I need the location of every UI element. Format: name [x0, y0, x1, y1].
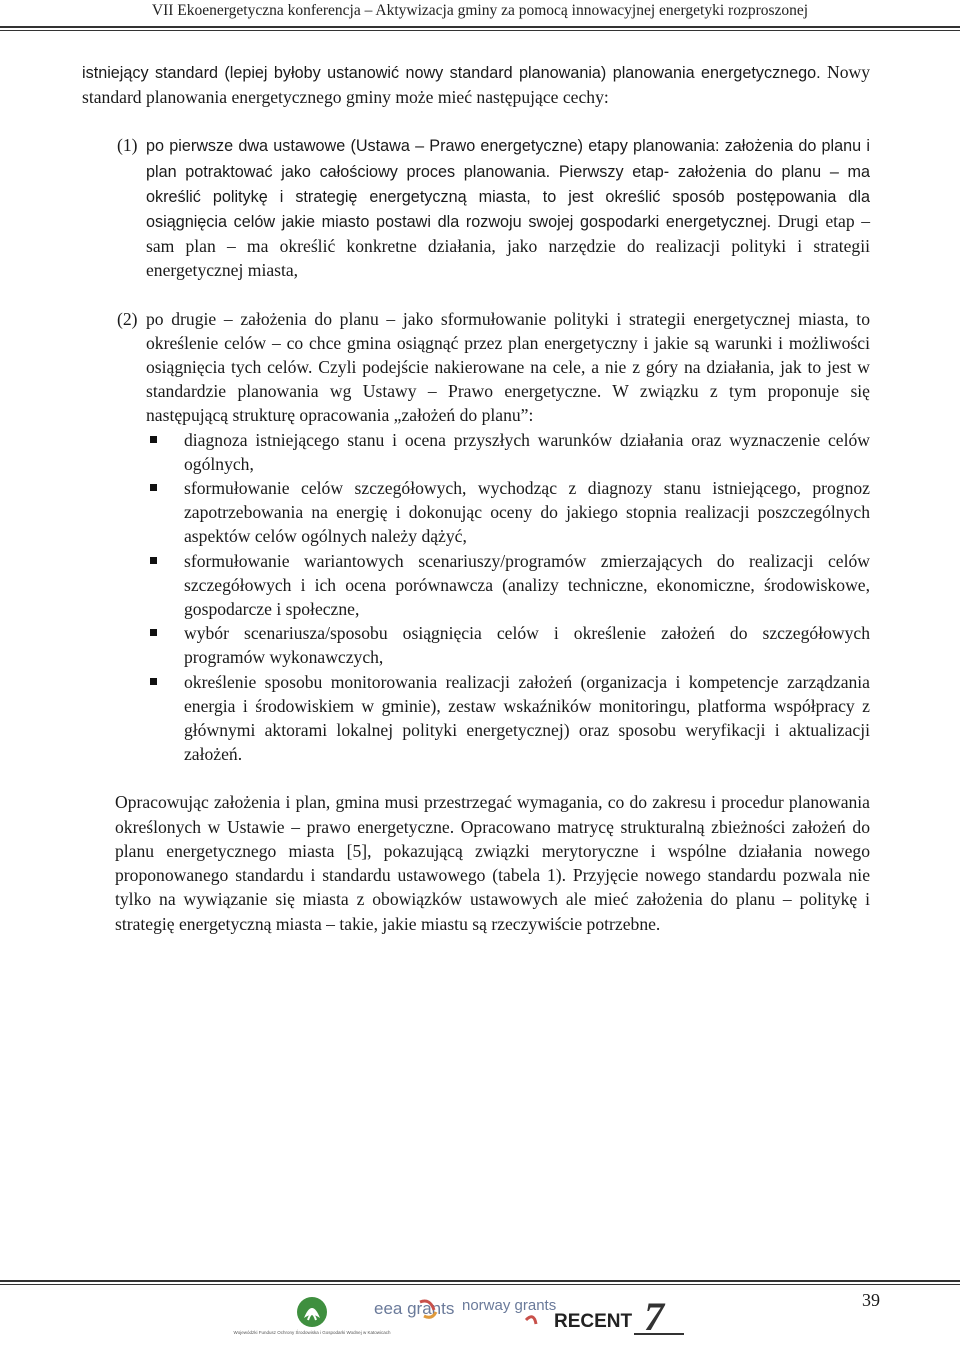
header-rule-thin: [0, 30, 960, 31]
bullet-square-icon: [150, 436, 157, 443]
item-2-number: (2): [117, 308, 138, 329]
wfos-logo: [233, 1294, 391, 1340]
item-1-number: (1): [117, 135, 138, 156]
closing-paragraph: Opracowując założenia i plan, gmina musi przestrzegać wymagania, co do zakresu i procedur planowania określonych w Ustawie – prawo energetyczne. Opracowano matrycę strukturalną zbieżności założeń do planu energetycznego miasta [5], pokazującą związki merytoryczne i wspólne działania nowego proponowanego standardu i standardu ustawowego (tabela 1). Przyjęcie nowego standardu pozwala nie tylko na wywiązanie się miasta z obowiązków ustawowych ale mieć założenia do planu – politykę i strategię energetyczną miasta – takie, jakie miastu są rzeczywiście potrzebne.: [115, 792, 870, 934]
list-item-2: [82, 307, 870, 767]
norway-grants-logo: [460, 1294, 557, 1338]
bullet-item: diagnoza istniejącego stanu i ocena przyszłych warunków działania oraz wyznaczenie celów ogólnych,: [146, 428, 870, 476]
wfos-leaf-icon: [233, 1294, 391, 1340]
bullet-square-icon: [150, 678, 157, 685]
intro-part2: Nowy standard planowania energetycznego gminy może mieć następujące cechy:: [82, 62, 870, 108]
item-1-text: [146, 133, 870, 282]
recent-logo: [552, 1306, 633, 1336]
item-1-part1: po pierwsze dwa ustawowe (Ustawa – Prawo energetyczne) etapy planowania: założenia do planu i plan potraktować jako całościowy proces planowania. Pierwszy etap- założenia do planu – ma określić politykę i strategię energetyczną miasta, to jest określić sposób postępowania dla osiągnięcia celów jakie miasto postawi dla rozwoju swojej gospodarki energetycznej.: [146, 137, 870, 232]
norway-grants-icon: [460, 1294, 557, 1338]
footer-rule: [0, 1280, 960, 1282]
sponsor-logos: [0, 1292, 960, 1342]
intro-paragraph: [82, 60, 870, 109]
fp7-logo-text: 7: [644, 1294, 664, 1339]
running-header: VII Ekoenergetyczna konferencja – Aktywizacja gminy za pomocą innowacyjnej energetyki rozproszonej: [151, 2, 809, 19]
eea-logo-text: eea grants: [374, 1299, 455, 1318]
bullet-square-icon: [150, 629, 157, 636]
wfos-logo-text: Wojewódzki Fundusz Ochrony Środowiska i Gospodarki Wodnej w Katowicach: [233, 1330, 391, 1335]
page-number: 39: [862, 1290, 880, 1310]
bullet-item: wybór scenariusza/sposobu osiągnięcia celów i określenie założeń do szczegółowych programów wykonawczych,: [146, 621, 870, 669]
eea-grants-logo: [372, 1296, 455, 1340]
bullet-item: sformułowanie wariantowych scenariuszy/programów zmierzających do realizacji celów szczegółowych i ich ocena porównawcza (analizy techniczne, ekonomiczne, środowiskowe, gospodarcze i społeczne,: [146, 549, 870, 622]
fp7-logo: [630, 1294, 690, 1340]
recent-logo-text: RECENT: [554, 1311, 633, 1332]
bullet-item: sformułowanie celów szczegółowych, wychodząc z diagnozy stanu istniejącego, prognoz zapotrzebowania na energię i dokonując oceny do jakiego stopnia realizacji poszczególnych aspektów celów ogólnych należy dążyć,: [146, 476, 870, 549]
fp7-icon: [630, 1294, 690, 1340]
norway-logo-text: norway grants: [462, 1297, 557, 1314]
footer-rule-thin: [0, 1284, 960, 1285]
item-2-text: po drugie – założenia do planu – jako sformułowanie polityki i strategii energetycznej miasta, to określenie celów – co chce gmina osiągnąć przez plan energetyczny i jakie są warunki i możliwości osiągnięcia tych celów. Czyli podejście nakierowane na cele, a nie z góry na działania, jak to jest w standardzie planowania wg Ustawy – Prawo energetyczne. W związku z tym proponuje się następującą strukturę opracowania „założeń do planu”:: [146, 308, 870, 426]
item-1-part2: Drugi etap – sam plan – ma określić konkretne działania, jako narzędzie do realizacji polityki i strategii energetycznej miasta,: [146, 211, 870, 281]
bullet-square-icon: [150, 557, 157, 564]
bullet-list: [146, 428, 870, 767]
recent-icon: [552, 1306, 633, 1336]
bullet-square-icon: [150, 484, 157, 491]
list-item-1: [82, 133, 870, 282]
eea-grants-icon: [372, 1296, 455, 1340]
header-rule: [0, 26, 960, 28]
bullet-item: określenie sposobu monitorowania realizacji założeń (organizacja i kompetencje zarządzania energia i środowiskiem w gminie), zestaw wskaźników monitoringu, platforma współpracy z głównymi aktorami lokalnej polityki energetycznej) oraz sposobu weryfikacji i aktualizacji założeń.: [146, 670, 870, 767]
main-content: [82, 60, 870, 936]
intro-part1: istniejący standard (lepiej byłoby ustanowić nowy standard planowania) planowania energetycznego.: [82, 64, 821, 82]
